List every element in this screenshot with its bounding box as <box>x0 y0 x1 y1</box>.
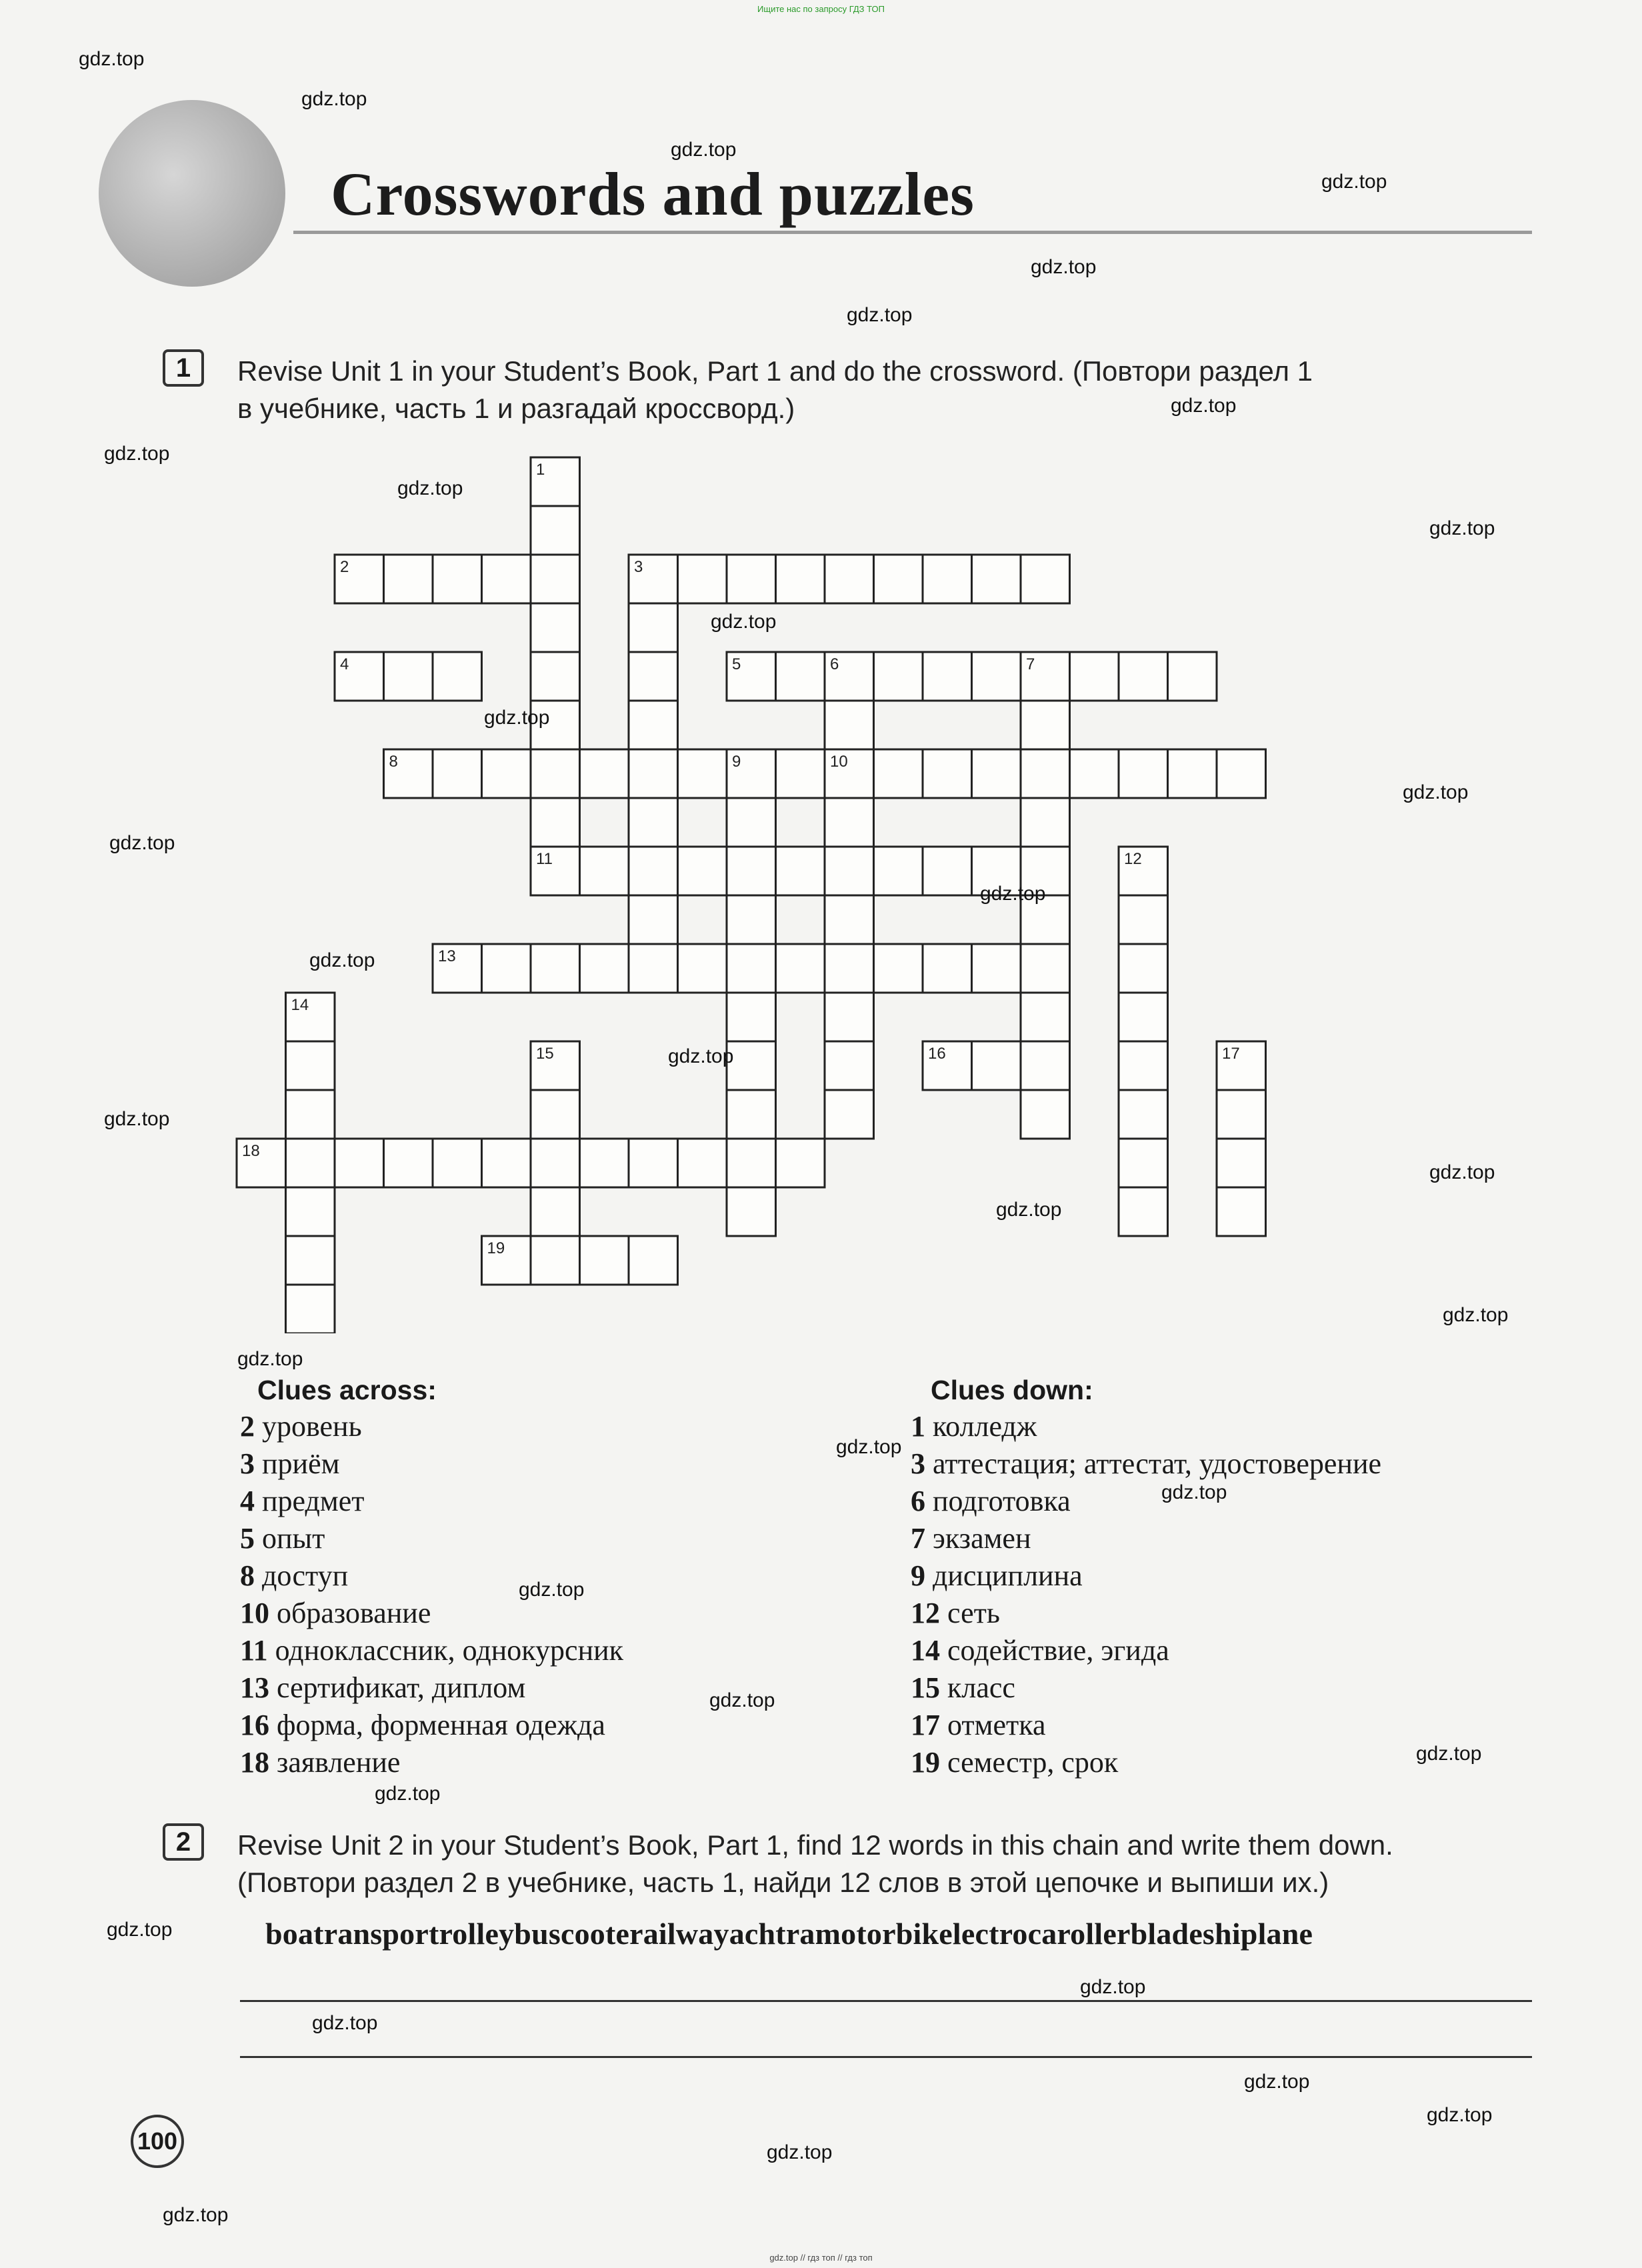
watermark: gdz.top <box>767 2141 833 2163</box>
crossword-number-9: 9 <box>732 753 741 771</box>
clue-number: 13 <box>240 1671 269 1704</box>
crossword-cell[interactable] <box>1217 1090 1266 1139</box>
page-number: 100 <box>131 2115 184 2168</box>
crossword-cell[interactable] <box>727 847 776 895</box>
crossword-cell[interactable] <box>727 993 776 1041</box>
watermark: gdz.top <box>484 707 550 729</box>
crossword-cell[interactable] <box>1021 1041 1070 1090</box>
clue-number: 1 <box>911 1410 925 1443</box>
crossword-cell[interactable] <box>531 555 580 603</box>
clue-number: 3 <box>240 1447 255 1480</box>
clue-number: 3 <box>911 1447 925 1480</box>
watermark: gdz.top <box>104 1108 170 1130</box>
clue-text: заявление <box>277 1746 401 1779</box>
crossword-cell[interactable] <box>531 798 580 847</box>
crossword-number-7: 7 <box>1026 655 1035 673</box>
watermark: gdz.top <box>711 611 777 633</box>
crossword-cell[interactable] <box>1217 1139 1266 1187</box>
crossword-cell[interactable] <box>1021 1090 1070 1139</box>
crossword-cell[interactable] <box>825 895 874 944</box>
crossword-number-1: 1 <box>536 461 545 479</box>
crossword-cell[interactable] <box>727 1041 776 1090</box>
clue-number: 10 <box>240 1597 269 1629</box>
crossword-number-15: 15 <box>536 1045 554 1063</box>
task-1-badge: 1 <box>163 349 204 387</box>
watermark: gdz.top <box>1427 2104 1493 2126</box>
crossword-number-14: 14 <box>291 996 309 1014</box>
crossword-cell[interactable] <box>678 555 727 603</box>
crossword-cell[interactable] <box>923 652 972 701</box>
crossword-cell[interactable] <box>580 1139 629 1187</box>
crossword-cell[interactable] <box>531 1090 580 1139</box>
watermark: gdz.top <box>1244 2071 1310 2093</box>
clue-number: 17 <box>911 1709 940 1741</box>
crossword-cell[interactable] <box>580 1236 629 1285</box>
crossword-cell[interactable] <box>1217 1187 1266 1236</box>
crossword-cell[interactable] <box>482 1139 531 1187</box>
clue-number: 9 <box>911 1559 925 1592</box>
crossword-cell[interactable] <box>531 944 580 993</box>
watermark: gdz.top <box>104 443 170 465</box>
clue-number: 4 <box>240 1485 255 1517</box>
crossword-cell[interactable] <box>776 749 825 798</box>
crossword-cell[interactable] <box>727 798 776 847</box>
crossword-cell[interactable] <box>727 1139 776 1187</box>
crossword-number-16: 16 <box>928 1045 946 1063</box>
down-clue-17 <box>911 1707 1381 1744</box>
crossword-cell[interactable] <box>825 944 874 993</box>
crossword-cell[interactable] <box>1119 652 1168 701</box>
crossword-number-3: 3 <box>634 558 643 576</box>
top-note: Ищите нас по запросу ГДЗ ТОП <box>757 4 885 14</box>
crossword-cell[interactable] <box>825 798 874 847</box>
crossword-cell[interactable] <box>629 749 678 798</box>
crossword-cell[interactable] <box>727 895 776 944</box>
crossword-cell[interactable] <box>1119 895 1168 944</box>
crossword-cell[interactable] <box>629 1139 678 1187</box>
clue-text: дисциплина <box>933 1559 1083 1592</box>
crossword-cell[interactable] <box>1021 944 1070 993</box>
crossword-cell[interactable] <box>776 1139 825 1187</box>
clue-number: 2 <box>240 1410 255 1443</box>
crossword-cell[interactable] <box>678 749 727 798</box>
crossword-cell[interactable] <box>629 847 678 895</box>
watermark: gdz.top <box>1161 1481 1227 1503</box>
crossword-cell[interactable] <box>1119 1139 1168 1187</box>
crossword-cell[interactable] <box>972 1041 1021 1090</box>
clue-text: одноклассник, однокурсник <box>275 1634 624 1667</box>
clue-text: приём <box>262 1447 340 1480</box>
answer-line-2[interactable] <box>240 2056 1532 2058</box>
task-1-instruction-line1: Revise Unit 1 in your Student’s Book, Part 1 and do the crossword. (Повтори раздел 1 <box>237 355 1313 387</box>
crossword-cell[interactable] <box>531 749 580 798</box>
clue-text: экзамен <box>933 1522 1031 1555</box>
crossword-cell[interactable] <box>678 1139 727 1187</box>
crossword-cell[interactable] <box>678 944 727 993</box>
crossword-cell[interactable] <box>1119 749 1168 798</box>
watermark: gdz.top <box>519 1579 585 1601</box>
crossword-cell[interactable] <box>580 749 629 798</box>
clue-number: 6 <box>911 1485 925 1517</box>
clue-text: сеть <box>947 1597 1000 1629</box>
clue-text: аттестация; аттестат, удостоверение <box>933 1447 1382 1480</box>
clue-number: 19 <box>911 1746 940 1779</box>
crossword-cell[interactable] <box>972 944 1021 993</box>
crossword-cell[interactable] <box>874 847 923 895</box>
clue-text: подготовка <box>933 1485 1071 1517</box>
crossword-cell[interactable] <box>531 603 580 652</box>
crossword-cell[interactable] <box>482 944 531 993</box>
watermark: gdz.top <box>1429 517 1495 539</box>
clue-text: семестр, срок <box>947 1746 1119 1779</box>
task-1-instruction-line2: в учебнике, часть 1 и разгадай кроссворд.) <box>237 393 795 424</box>
crossword-cell[interactable] <box>874 555 923 603</box>
crossword-cell[interactable] <box>776 652 825 701</box>
crossword-number-4: 4 <box>340 655 349 673</box>
crossword-cell[interactable] <box>1021 993 1070 1041</box>
page-title: Crosswords and puzzles <box>331 160 975 228</box>
crossword-cell[interactable] <box>972 555 1021 603</box>
watermark: gdz.top <box>1321 171 1387 193</box>
down-clue-6 <box>911 1483 1381 1520</box>
crossword-cell[interactable] <box>531 1187 580 1236</box>
crossword-cell[interactable] <box>776 944 825 993</box>
crossword-cell[interactable] <box>923 847 972 895</box>
watermark: gdz.top <box>1429 1161 1495 1183</box>
crossword-cell[interactable] <box>874 944 923 993</box>
crossword-cell[interactable] <box>1119 1187 1168 1236</box>
crossword-cell[interactable] <box>972 749 1021 798</box>
clue-number: 18 <box>240 1746 269 1779</box>
crossword-cell[interactable] <box>629 944 678 993</box>
crossword-number-19: 19 <box>487 1239 505 1257</box>
crossword-cell[interactable] <box>825 701 874 749</box>
crossword-cell[interactable] <box>531 506 580 555</box>
watermark: gdz.top <box>847 304 913 326</box>
watermark: gdz.top <box>668 1045 734 1067</box>
crossword-cell[interactable] <box>384 555 433 603</box>
crossword-cell[interactable] <box>1119 944 1168 993</box>
crossword-cell[interactable] <box>874 652 923 701</box>
clue-text: уровень <box>262 1410 362 1443</box>
crossword-cell[interactable] <box>482 555 531 603</box>
crossword-cell[interactable] <box>1168 652 1217 701</box>
watermark: gdz.top <box>309 949 375 971</box>
crossword-cell[interactable] <box>1021 798 1070 847</box>
across-clue-2 <box>240 1408 623 1445</box>
watermark: gdz.top <box>301 88 367 110</box>
crossword-cell[interactable] <box>335 1139 384 1187</box>
crossword-cell[interactable] <box>629 603 678 652</box>
clues-down-list <box>911 1408 1381 1781</box>
crossword-cell[interactable] <box>1119 993 1168 1041</box>
watermark: gdz.top <box>1171 395 1237 417</box>
crossword-number-2: 2 <box>340 558 349 576</box>
clue-number: 8 <box>240 1559 255 1592</box>
clue-text: содействие, эгида <box>947 1634 1169 1667</box>
down-clue-15 <box>911 1669 1381 1707</box>
crossword-cell[interactable] <box>825 555 874 603</box>
crossword-cell[interactable] <box>286 1187 335 1236</box>
crossword-cell[interactable] <box>727 1187 776 1236</box>
watermark: gdz.top <box>1031 256 1097 278</box>
across-clue-5 <box>240 1520 623 1557</box>
crossword-cell[interactable] <box>629 701 678 749</box>
crossword-cell[interactable] <box>776 555 825 603</box>
crossword-cell[interactable] <box>531 1139 580 1187</box>
word-chain: boatransportrolleybuscooterailwayachtramotorbikelectrocarollerbladeshiplane <box>265 1917 1313 1951</box>
crossword-cell[interactable] <box>678 847 727 895</box>
clue-text: класс <box>947 1671 1015 1704</box>
task-2-badge: 2 <box>163 1823 204 1861</box>
clue-number: 5 <box>240 1522 255 1555</box>
watermark: gdz.top <box>375 1783 441 1805</box>
crossword-cell[interactable] <box>286 1236 335 1285</box>
crossword-cell[interactable] <box>923 944 972 993</box>
across-clue-3 <box>240 1445 623 1483</box>
crossword-number-10: 10 <box>830 753 848 771</box>
crossword-cell[interactable] <box>1119 1090 1168 1139</box>
crossword-cell[interactable] <box>482 749 531 798</box>
watermark: gdz.top <box>109 832 175 854</box>
crossword-cell[interactable] <box>1217 749 1266 798</box>
crossword-number-12: 12 <box>1124 850 1142 868</box>
crossword-cell[interactable] <box>531 652 580 701</box>
watermark: gdz.top <box>996 1199 1062 1221</box>
crossword-cell[interactable] <box>629 652 678 701</box>
watermark: gdz.top <box>1416 1743 1482 1765</box>
clue-text: отметка <box>947 1709 1046 1741</box>
down-clue-1 <box>911 1408 1381 1445</box>
crossword-number-13: 13 <box>438 947 456 965</box>
down-clue-7 <box>911 1520 1381 1557</box>
crossword-cell[interactable] <box>1021 701 1070 749</box>
crossword-cell[interactable] <box>580 847 629 895</box>
crossword-cell[interactable] <box>1021 749 1070 798</box>
clues-across-heading: Clues across: <box>257 1375 437 1405</box>
down-clue-14 <box>911 1632 1381 1669</box>
across-clue-13 <box>240 1669 623 1707</box>
watermark: gdz.top <box>709 1689 775 1711</box>
crossword-cell[interactable] <box>825 993 874 1041</box>
task-2-instruction-line2: (Повтори раздел 2 в учебнике, часть 1, найди 12 слов в этой цепочке и выпиши их.) <box>237 1867 1329 1898</box>
down-clue-3 <box>911 1445 1381 1483</box>
down-clue-9 <box>911 1557 1381 1595</box>
crossword-cell[interactable] <box>1070 652 1119 701</box>
crossword-cell[interactable] <box>776 847 825 895</box>
watermark: gdz.top <box>1080 1976 1146 1998</box>
clue-text: опыт <box>262 1522 325 1555</box>
crossword-cell[interactable] <box>972 652 1021 701</box>
crossword-number-5: 5 <box>732 655 741 673</box>
clue-number: 11 <box>240 1634 268 1667</box>
crossword-cell[interactable] <box>629 798 678 847</box>
clue-number: 7 <box>911 1522 925 1555</box>
crossword-cell[interactable] <box>629 895 678 944</box>
bottom-note: gdz.top // гдз топ // гдз топ <box>769 2253 873 2263</box>
down-clue-19 <box>911 1744 1381 1781</box>
crossword-cell[interactable] <box>286 1285 335 1333</box>
watermark: gdz.top <box>671 139 737 161</box>
clue-number: 16 <box>240 1709 269 1741</box>
crossword-cell[interactable] <box>1021 555 1070 603</box>
crossword-cell[interactable] <box>1168 749 1217 798</box>
across-clue-4 <box>240 1483 623 1520</box>
crossword-cell[interactable] <box>286 1090 335 1139</box>
crossword-cell[interactable] <box>629 1236 678 1285</box>
crossword-cell[interactable] <box>580 944 629 993</box>
crossword-cell[interactable] <box>874 749 923 798</box>
clues-down-heading: Clues down: <box>931 1375 1093 1405</box>
down-clue-12 <box>911 1595 1381 1632</box>
crossword-cell[interactable] <box>433 749 482 798</box>
watermark: gdz.top <box>980 883 1046 905</box>
crossword-cell[interactable] <box>923 749 972 798</box>
crossword-cell[interactable] <box>923 555 972 603</box>
crossword-number-6: 6 <box>830 655 839 673</box>
watermark: gdz.top <box>312 2012 378 2034</box>
crossword-number-8: 8 <box>389 753 398 771</box>
clue-text: предмет <box>262 1485 365 1517</box>
clue-text: образование <box>277 1597 431 1629</box>
clue-text: колледж <box>933 1410 1037 1443</box>
watermark: gdz.top <box>79 48 145 70</box>
crossword-cell[interactable] <box>433 555 482 603</box>
clue-text: форма, форменная одежда <box>277 1709 605 1741</box>
clue-text: доступ <box>262 1559 349 1592</box>
crossword-cell[interactable] <box>286 1041 335 1090</box>
crossword-cell[interactable] <box>727 1090 776 1139</box>
clue-text: сертификат, диплом <box>277 1671 526 1704</box>
watermark: gdz.top <box>397 477 463 499</box>
crossword-cell[interactable] <box>1119 1041 1168 1090</box>
crossword-cell[interactable] <box>384 1139 433 1187</box>
clue-number: 15 <box>911 1671 940 1704</box>
crossword-cell[interactable] <box>286 1139 335 1187</box>
across-clue-16 <box>240 1707 623 1744</box>
watermark: gdz.top <box>107 1919 173 1941</box>
task-2-instruction-line1: Revise Unit 2 in your Student’s Book, Part 1, find 12 words in this chain and write them down. <box>237 1829 1393 1861</box>
crossword-cell[interactable] <box>384 652 433 701</box>
crossword-number-18: 18 <box>242 1142 260 1160</box>
crossword-cell[interactable] <box>727 555 776 603</box>
across-clue-11 <box>240 1632 623 1669</box>
crossword-cell[interactable] <box>433 652 482 701</box>
crossword-cell[interactable] <box>825 847 874 895</box>
clue-number: 14 <box>911 1634 940 1667</box>
clue-number: 12 <box>911 1597 940 1629</box>
watermark: gdz.top <box>163 2204 229 2226</box>
crossword-number-17: 17 <box>1222 1045 1240 1063</box>
crossword-cell[interactable] <box>433 1139 482 1187</box>
crossword-cell[interactable] <box>727 944 776 993</box>
watermark: gdz.top <box>237 1348 303 1370</box>
crossword-cell[interactable] <box>825 1090 874 1139</box>
answer-line-1[interactable] <box>240 2000 1532 2002</box>
watermark: gdz.top <box>1403 781 1469 803</box>
crossword-cell[interactable] <box>825 1041 874 1090</box>
crossword-number-11: 11 <box>536 850 553 868</box>
crossword-cell[interactable] <box>531 1236 580 1285</box>
across-clue-18 <box>240 1744 623 1781</box>
watermark: gdz.top <box>836 1436 902 1458</box>
crossword-cell[interactable] <box>1070 749 1119 798</box>
watermark: gdz.top <box>1443 1304 1509 1326</box>
